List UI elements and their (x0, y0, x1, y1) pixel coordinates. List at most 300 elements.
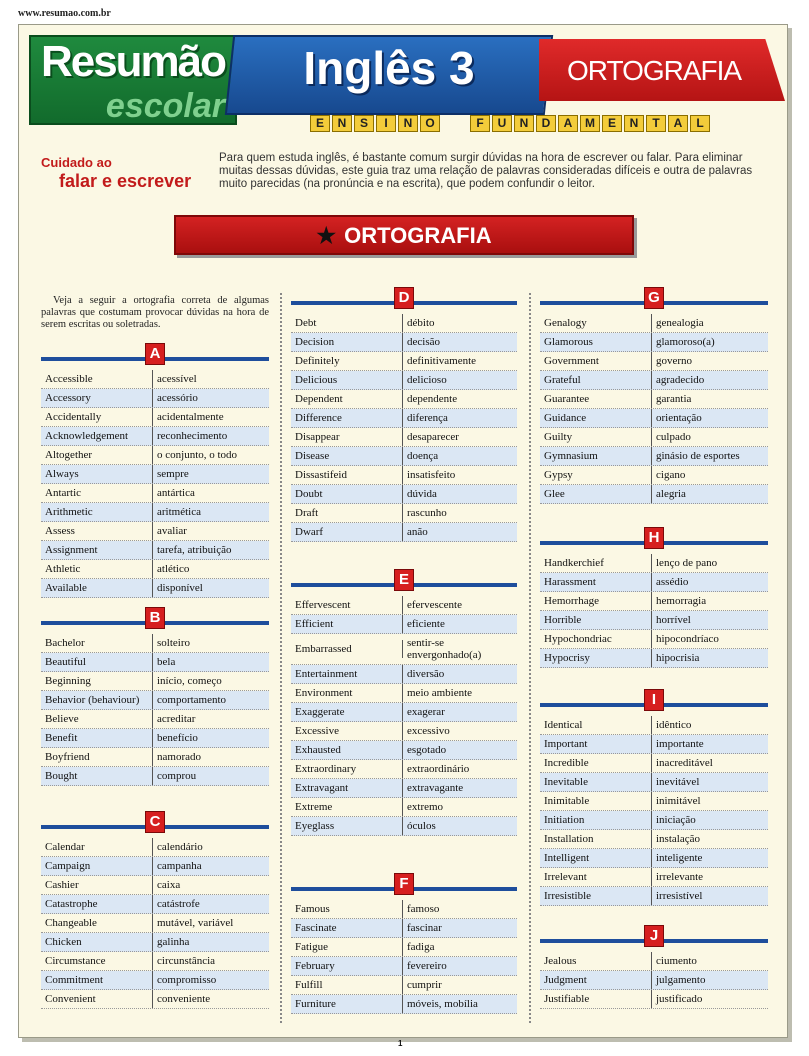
word-row (291, 957, 517, 976)
portuguese-word: extravagante (407, 782, 464, 794)
word-row (540, 849, 768, 868)
level-letter: E (310, 115, 330, 132)
word-row (41, 914, 269, 933)
portuguese-word: alegria (656, 488, 686, 500)
word-row (41, 560, 269, 579)
word-row (41, 541, 269, 560)
section-banner (174, 215, 634, 255)
english-word: Arithmetic (41, 503, 153, 521)
level-letter: U (492, 115, 512, 132)
section-header (291, 875, 517, 900)
portuguese-word: decisão (407, 336, 440, 348)
section-letter: C (145, 811, 165, 833)
english-word: Intelligent (540, 849, 652, 867)
portuguese-word: acidentalmente (157, 411, 224, 423)
word-row (41, 857, 269, 876)
portuguese-word: famoso (407, 903, 440, 915)
english-word: Hemorrhage (540, 592, 652, 610)
word-row (41, 408, 269, 427)
english-word: Fatigue (291, 938, 403, 956)
word-row (540, 754, 768, 773)
level-letter: D (536, 115, 556, 132)
portuguese-word: acessível (157, 373, 197, 385)
english-word: Always (41, 465, 153, 483)
portuguese-word: dúvida (407, 488, 437, 500)
word-row (41, 895, 269, 914)
english-word: Irresistible (540, 887, 652, 905)
portuguese-word: desaparecer (407, 431, 459, 443)
banner-label: ORTOGRAFIA (344, 223, 492, 248)
logo-line1: Resumão (40, 37, 226, 86)
portuguese-word: conveniente (157, 993, 211, 1005)
word-row (540, 447, 768, 466)
english-word: Environment (291, 684, 403, 702)
english-word: Guilty (540, 428, 652, 446)
english-word: Fascinate (291, 919, 403, 937)
word-row (41, 990, 269, 1009)
section-h (540, 531, 768, 668)
english-word: Entertainment (291, 665, 403, 683)
word-row (540, 887, 768, 906)
word-row (41, 876, 269, 895)
level-letter: M (580, 115, 600, 132)
portuguese-word: efervescente (407, 599, 462, 611)
word-row (291, 596, 517, 615)
level-letter: N (332, 115, 352, 132)
word-row (41, 503, 269, 522)
word-row (291, 428, 517, 447)
word-row (41, 710, 269, 729)
word-row (41, 522, 269, 541)
word-row (540, 830, 768, 849)
word-row (291, 741, 517, 760)
portuguese-word: mutável, variável (157, 917, 234, 929)
english-word: Installation (540, 830, 652, 848)
english-word: Calendar (41, 838, 153, 856)
word-row (540, 592, 768, 611)
page-number: 1 (398, 1039, 403, 1048)
word-row (41, 579, 269, 598)
english-word: Effervescent (291, 596, 403, 614)
word-row (41, 370, 269, 389)
english-word: Accessory (41, 389, 153, 407)
english-word: Horrible (540, 611, 652, 629)
portuguese-word: assédio (656, 576, 689, 588)
english-word: Catastrophe (41, 895, 153, 913)
level-letter: N (624, 115, 644, 132)
word-row (291, 466, 517, 485)
english-word: Gypsy (540, 466, 652, 484)
section-letter: G (644, 287, 664, 309)
word-row (41, 933, 269, 952)
word-row (540, 735, 768, 754)
portuguese-word: garantia (656, 393, 692, 405)
english-word: Incredible (540, 754, 652, 772)
portuguese-word: glamoroso(a) (656, 336, 715, 348)
english-word: Extreme (291, 798, 403, 816)
english-word: Decision (291, 333, 403, 351)
word-row (540, 773, 768, 792)
section-b (41, 611, 269, 786)
portuguese-word: débito (407, 317, 435, 329)
portuguese-word: calendário (157, 841, 203, 853)
section-letter: H (644, 527, 664, 549)
english-word: Definitely (291, 352, 403, 370)
portuguese-word: definitivamente (407, 355, 477, 367)
english-word: Jealous (540, 952, 652, 970)
level-letter: T (646, 115, 666, 132)
english-word: Chicken (41, 933, 153, 951)
word-list (540, 716, 768, 906)
word-row (291, 447, 517, 466)
column-divider (529, 293, 531, 1023)
portuguese-word: lenço de pano (656, 557, 718, 569)
word-row (540, 352, 768, 371)
word-row (540, 611, 768, 630)
portuguese-word: benefício (157, 732, 198, 744)
portuguese-word: idêntico (656, 719, 692, 731)
word-row (291, 333, 517, 352)
word-row (291, 523, 517, 542)
portuguese-word: cumprir (407, 979, 442, 991)
section-header (540, 529, 768, 554)
portuguese-word: aritmética (157, 506, 201, 518)
word-row (540, 990, 768, 1009)
english-word: Famous (291, 900, 403, 918)
section-d (291, 291, 517, 542)
word-row (41, 838, 269, 857)
level-word (470, 115, 710, 132)
cuidado-subheading: falar e escrever (59, 171, 192, 191)
word-row (540, 371, 768, 390)
word-row (291, 371, 517, 390)
section-g (540, 291, 768, 504)
portuguese-word: namorado (157, 751, 201, 763)
section-header (41, 345, 269, 370)
english-word: Identical (540, 716, 652, 734)
word-row (291, 314, 517, 333)
word-list (41, 838, 269, 1009)
section-letter: A (145, 343, 165, 365)
word-row (291, 976, 517, 995)
portuguese-word: excessivo (407, 725, 450, 737)
english-word: Efficient (291, 615, 403, 633)
intro-text: Para quem estuda inglês, é bastante comum surgir dúvidas na hora de escrever ou falar. Para eliminar muitas dessas dúvidas, este guia traz uma relação de palavras consideradas difíceis e outra de palavras muito parecidas (na pronúncia e na escrita), que podem confundir o leitor. (219, 152, 753, 190)
english-word: Benefit (41, 729, 153, 747)
english-word: Extravagant (291, 779, 403, 797)
level-letter: N (398, 115, 418, 132)
portuguese-word: avaliar (157, 525, 187, 537)
word-row (291, 684, 517, 703)
portuguese-word: móveis, mobília (407, 998, 478, 1010)
word-row (540, 573, 768, 592)
english-word: Cashier (41, 876, 153, 894)
cuidado-heading: Cuidado ao (41, 155, 112, 170)
portuguese-word: extremo (407, 801, 444, 813)
word-row (291, 817, 517, 836)
word-row (41, 484, 269, 503)
english-word: Dissastifeid (291, 466, 403, 484)
portuguese-word: irresistível (656, 890, 703, 902)
word-row (291, 352, 517, 371)
section-header (291, 571, 517, 596)
section-header (540, 289, 768, 314)
portuguese-word: eficiente (407, 618, 445, 630)
portuguese-word: fevereiro (407, 960, 447, 972)
portuguese-word: comprou (157, 770, 197, 782)
english-word: Extraordinary (291, 760, 403, 778)
english-word: Campaign (41, 857, 153, 875)
section-letter: D (394, 287, 414, 309)
english-word: Changeable (41, 914, 153, 932)
section-letter: E (394, 569, 414, 591)
english-word: Convenient (41, 990, 153, 1008)
english-word: Gymnasium (540, 447, 652, 465)
word-list (540, 554, 768, 668)
english-word: Accidentally (41, 408, 153, 426)
word-row (41, 729, 269, 748)
portuguese-word: inevitável (656, 776, 700, 788)
word-row (540, 971, 768, 990)
word-list (291, 900, 517, 1014)
portuguese-word: atlético (157, 563, 190, 575)
word-row (540, 554, 768, 573)
english-word: Harassment (540, 573, 652, 591)
portuguese-word: iniciação (656, 814, 696, 826)
level-letter: L (690, 115, 710, 132)
english-word: Government (540, 352, 652, 370)
english-word: Handkerchief (540, 554, 652, 572)
portuguese-word: disponível (157, 582, 203, 594)
section-header (291, 289, 517, 314)
word-row (291, 409, 517, 428)
page-title: Inglês 3 (303, 42, 475, 94)
portuguese-word: meio ambiente (407, 687, 473, 699)
portuguese-word: importante (656, 738, 704, 750)
word-list (540, 314, 768, 504)
english-word: Draft (291, 504, 403, 522)
portuguese-word: galinha (157, 936, 190, 948)
english-word: February (291, 957, 403, 975)
word-row (291, 485, 517, 504)
banner-title (176, 223, 632, 249)
word-row (41, 971, 269, 990)
word-row (291, 938, 517, 957)
english-word: Antartic (41, 484, 153, 502)
english-word: Glamorous (540, 333, 652, 351)
word-row (291, 919, 517, 938)
english-word: Assess (41, 522, 153, 540)
english-word: Difference (291, 409, 403, 427)
portuguese-word: governo (656, 355, 693, 367)
english-word: Embarrassed (291, 640, 403, 658)
word-row (291, 504, 517, 523)
portuguese-word: delicioso (407, 374, 447, 386)
word-row (41, 653, 269, 672)
page (18, 24, 788, 1038)
portuguese-word: exagerar (407, 706, 445, 718)
portuguese-word: reconhecimento (157, 430, 228, 442)
portuguese-word: ginásio de esportes (656, 450, 740, 462)
english-word: Irrelevant (540, 868, 652, 886)
english-word: Accessible (41, 370, 153, 388)
portuguese-word: campanha (157, 860, 202, 872)
word-row (41, 672, 269, 691)
english-word: Debt (291, 314, 403, 332)
portuguese-word: irrelevante (656, 871, 704, 883)
logo (29, 35, 237, 125)
english-word: Grateful (540, 371, 652, 389)
portuguese-word: justificado (656, 993, 703, 1005)
portuguese-word: insatisfeito (407, 469, 456, 481)
portuguese-word: dependente (407, 393, 458, 405)
level-word (310, 115, 440, 132)
word-row (291, 779, 517, 798)
portuguese-word: extraordinário (407, 763, 470, 775)
portuguese-word: agradecido (656, 374, 705, 386)
portuguese-word: inteligente (656, 852, 703, 864)
portuguese-word: óculos (407, 820, 436, 832)
word-list (540, 952, 768, 1009)
english-word: Inevitable (540, 773, 652, 791)
section-letter: J (644, 925, 664, 947)
word-row (540, 811, 768, 830)
portuguese-word: antártica (157, 487, 195, 499)
english-word: Behavior (behaviour) (41, 691, 153, 709)
portuguese-word: diversão (407, 668, 445, 680)
word-row (291, 634, 517, 665)
section-header (41, 609, 269, 634)
section-a (41, 347, 269, 598)
word-row (291, 390, 517, 409)
level-letter: S (354, 115, 374, 132)
english-word: Doubt (291, 485, 403, 503)
section-header (41, 813, 269, 838)
word-row (41, 634, 269, 653)
portuguese-word: catástrofe (157, 898, 200, 910)
site-url[interactable]: www.resumao.com.br (18, 8, 111, 19)
english-word: Circumstance (41, 952, 153, 970)
word-row (540, 649, 768, 668)
word-row (41, 465, 269, 484)
word-row (41, 952, 269, 971)
star-icon: ★ (316, 223, 337, 248)
portuguese-word: início, começo (157, 675, 222, 687)
word-row (41, 389, 269, 408)
english-word: Athletic (41, 560, 153, 578)
section-header (540, 927, 768, 952)
portuguese-word: diferença (407, 412, 448, 424)
portuguese-word: sempre (157, 468, 189, 480)
english-word: Exhausted (291, 741, 403, 759)
english-word: Dwarf (291, 523, 403, 541)
level-letter: F (470, 115, 490, 132)
english-word: Believe (41, 710, 153, 728)
portuguese-word: o conjunto, o todo (157, 449, 238, 461)
level-letter: I (376, 115, 396, 132)
english-word: Hypochondriac (540, 630, 652, 648)
english-word: Bachelor (41, 634, 153, 652)
english-word: Disease (291, 447, 403, 465)
english-word: Commitment (41, 971, 153, 989)
portuguese-word: circunstância (157, 955, 216, 967)
word-row (540, 630, 768, 649)
portuguese-word: culpado (656, 431, 691, 443)
english-word: Guarantee (540, 390, 652, 408)
logo-line2: escolar (105, 87, 225, 125)
english-word: Altogether (41, 446, 153, 464)
english-word: Bought (41, 767, 153, 785)
section-j (540, 929, 768, 1009)
portuguese-word: orientação (656, 412, 702, 424)
english-word: Delicious (291, 371, 403, 389)
portuguese-word: hipocrisia (656, 652, 700, 664)
level-letter: A (558, 115, 578, 132)
portuguese-word: bela (157, 656, 176, 668)
portuguese-word: esgotado (407, 744, 447, 756)
english-word: Inimitable (540, 792, 652, 810)
word-list (41, 370, 269, 598)
portuguese-word: hemorragia (656, 595, 707, 607)
word-row (540, 792, 768, 811)
portuguese-word: genealogia (656, 317, 704, 329)
section-letter: I (644, 689, 664, 711)
portuguese-word: horrível (656, 614, 691, 626)
word-row (540, 333, 768, 352)
portuguese-word: doença (407, 450, 439, 462)
english-word: Glee (540, 485, 652, 503)
portuguese-word: tarefa, atribuição (157, 544, 232, 556)
english-word: Assignment (41, 541, 153, 559)
lead-text: Veja a seguir a ortografia correta de algumas palavras que costumam provocar dúvidas na hora de serem escritas ou soletradas. (41, 295, 269, 330)
portuguese-word: inacreditável (656, 757, 713, 769)
section-letter: B (145, 607, 165, 629)
word-row (41, 767, 269, 786)
column-divider (280, 293, 282, 1023)
level-label (310, 115, 710, 132)
english-word: Justifiable (540, 990, 652, 1008)
subtitle: ORTOGRAFIA (567, 55, 742, 86)
portuguese-word: rascunho (407, 507, 447, 519)
word-row (291, 900, 517, 919)
word-row (41, 446, 269, 465)
section-letter: F (394, 873, 414, 895)
english-word: Beautiful (41, 653, 153, 671)
word-list (291, 596, 517, 836)
english-word: Available (41, 579, 153, 597)
word-row (291, 722, 517, 741)
english-word: Initiation (540, 811, 652, 829)
word-row (540, 428, 768, 447)
word-row (291, 995, 517, 1014)
level-letter: E (602, 115, 622, 132)
portuguese-word: fascinar (407, 922, 442, 934)
word-row (291, 798, 517, 817)
portuguese-word: sentir-se envergonhado(a) (407, 637, 482, 661)
english-word: Exaggerate (291, 703, 403, 721)
english-word: Hypocrisy (540, 649, 652, 667)
word-row (540, 409, 768, 428)
english-word: Important (540, 735, 652, 753)
portuguese-word: hipocondríaco (656, 633, 719, 645)
word-row (291, 703, 517, 722)
word-row (291, 615, 517, 634)
word-row (291, 665, 517, 684)
portuguese-word: ciumento (656, 955, 697, 967)
word-row (540, 390, 768, 409)
level-letter: A (668, 115, 688, 132)
section-i (540, 693, 768, 906)
